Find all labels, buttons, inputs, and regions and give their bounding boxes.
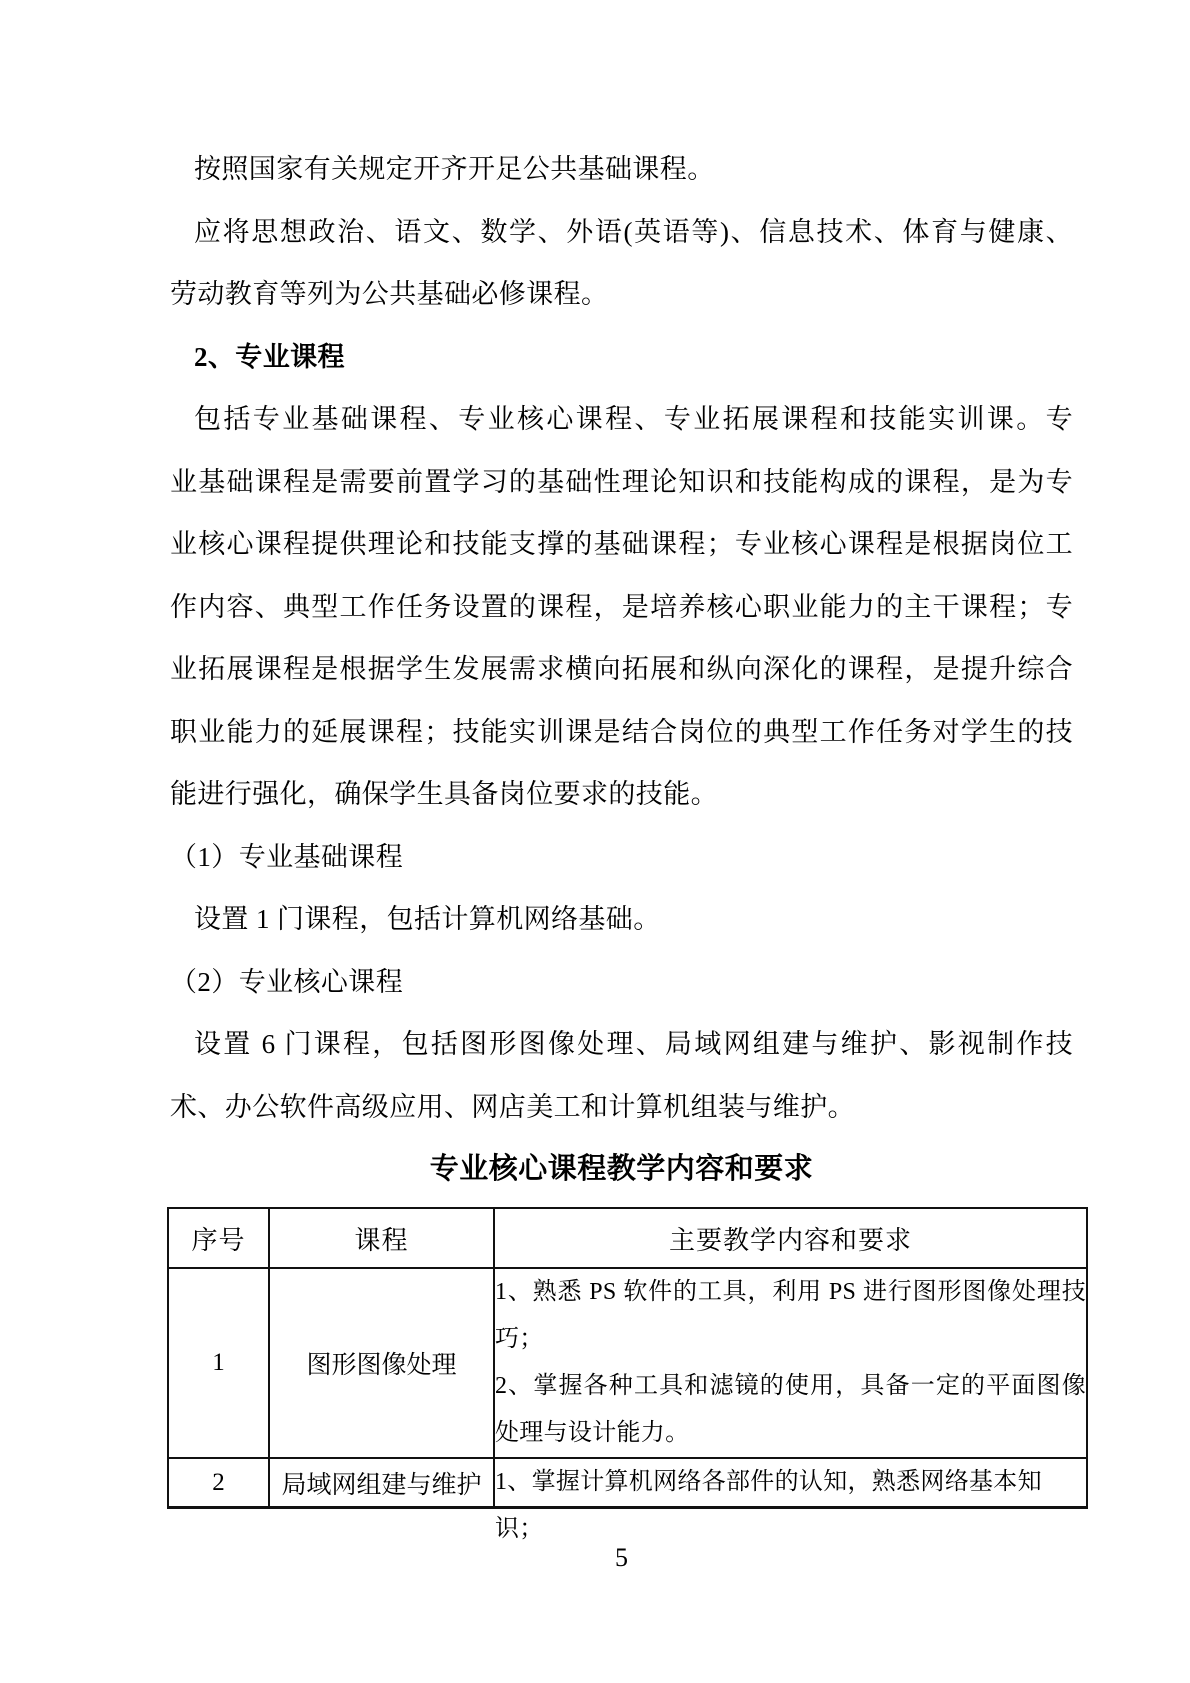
course-cell: 图形图像处理 [269,1268,494,1458]
body-line: 能进行强化，确保学生具备岗位要求的技能。 [170,779,718,809]
body-line: 术、办公软件高级应用、网店美工和计算机组装与维护。 [170,1091,855,1122]
body-line: 包括专业基础课程、专业核心课程、专业拓展课程和技能实训课。专 [194,404,1073,434]
body-line: 业核心课程提供理论和技能支撑的基础课程；专业核心课程是根据岗位工 [170,529,1073,559]
header-cell-content: 主要教学内容和要求 [494,1208,1087,1268]
subitem-heading-core-courses: （2）专业核心课程 [170,966,404,997]
table-row [168,1458,1087,1508]
header-cell-number: 序号 [168,1208,269,1268]
course-cell: 局域网组建与维护 [269,1458,494,1508]
body-line: 应将思想政治、语文、数学、外语(英语等)、信息技术、体育与健康、 [194,216,1073,247]
table-header-row [168,1208,1087,1268]
section-heading-professional-courses: 2、专业课程 [194,341,345,372]
table-row [168,1268,1087,1458]
row-number-cell: 2 [168,1458,269,1508]
body-line: 按照国家有关规定开齐开足公共基础课程。 [194,154,715,184]
page-number: 5 [615,1543,628,1572]
body-line: 作内容、典型工作任务设置的课程，是培养核心职业能力的主干课程；专 [170,591,1073,622]
row-number-cell: 1 [168,1268,269,1458]
subitem-heading-basic-courses: （1）专业基础课程 [170,841,404,872]
header-cell-course: 课程 [269,1208,494,1268]
body-line: 设置 6 门课程，包括图形图像处理、局域网组建与维护、影视制作技 [194,1029,1073,1059]
body-line: 职业能力的延展课程；技能实训课是结合岗位的典型工作任务对学生的技 [170,716,1073,747]
content-cell [494,1268,1087,1458]
content-cell [494,1458,1087,1542]
body-line: 劳动教育等列为公共基础必修课程。 [170,279,609,309]
body-line: 业基础课程是需要前置学习的基础性理论知识和技能构成的课程，是为专 [170,466,1073,497]
content-line: 处理与设计能力。 [495,1420,690,1446]
table-title: 专业核心课程教学内容和要求 [429,1153,814,1185]
content-line: 1、掌握计算机网络各部件的认知，熟悉网络基本知识； [495,1469,1042,1542]
text-column [170,138,1073,1201]
content-line: 巧； [495,1326,544,1352]
content-line: 1、熟悉 PS 软件的工具，利用 PS 进行图形图像处理技 [495,1279,1086,1305]
body-line: 设置 1 门课程，包括计算机网络基础。 [194,904,661,934]
core-courses-table [167,1207,1088,1542]
content-line: 2、掌握各种工具和滤镜的使用，具备一定的平面图像 [495,1373,1086,1399]
body-line: 业拓展课程是根据学生发展需求横向拓展和纵向深化的课程，是提升综合 [170,654,1073,684]
